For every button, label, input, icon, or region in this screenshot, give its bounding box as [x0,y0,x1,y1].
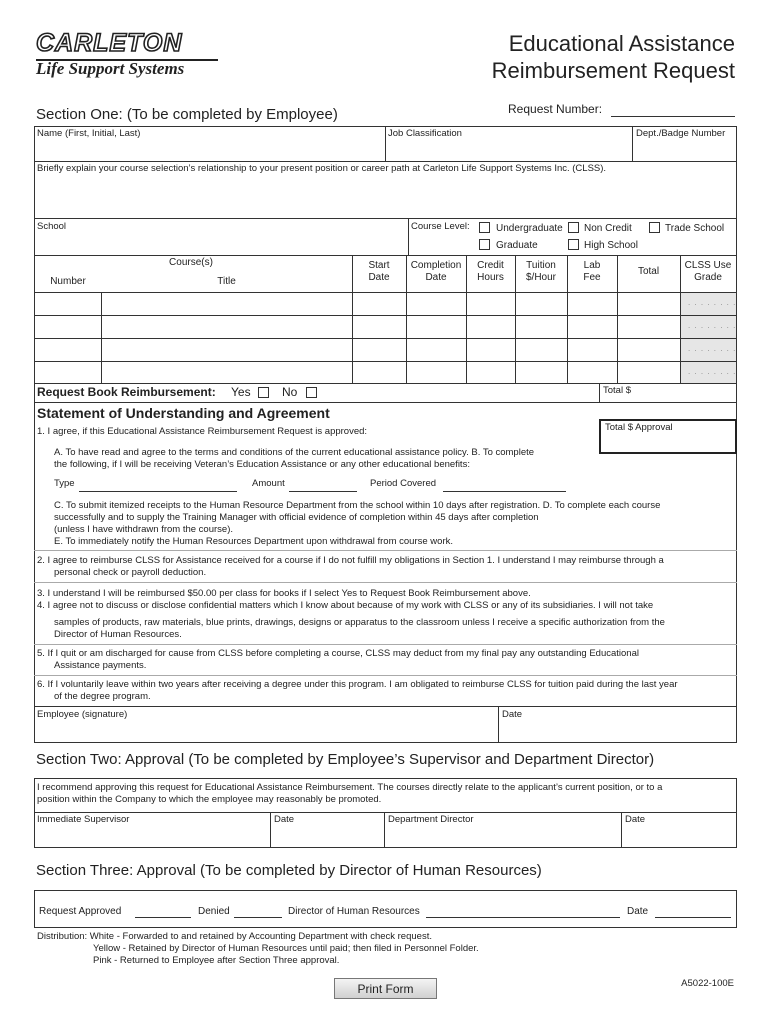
logo-name: CARLETON [36,29,183,57]
undergraduate-checkbox[interactable] [479,222,490,233]
grade-dots-3: . . . . . . . . [688,344,737,353]
completion-label: Completion [410,260,462,271]
dept-badge-field[interactable] [635,140,735,160]
start-label: Start [368,260,390,271]
title-label: Title [217,276,236,287]
company-logo [36,30,226,78]
agreement-p3: 3. I understand I will be reimbursed $50.00 per class for books if I select Yes to Request Book Reimbursement above. [37,588,531,599]
distribution-line1: Distribution: White - Forwarded to and retained by Accounting Department with check request. [37,931,432,942]
courses-label: Course(s) [169,257,213,268]
school-label: School [37,221,67,232]
type-field[interactable] [79,491,237,492]
form-title-line1: Educational Assistance [508,31,735,56]
clss-label-2: Grade [694,272,722,283]
type-label: Type [54,478,75,489]
amount-label: Amount [252,478,285,489]
credit-hours-label [466,260,515,284]
print-form-button[interactable]: Print Form [334,978,437,999]
clss-use-grade-label [680,260,736,284]
grade-dots-2: . . . . . . . . [688,321,737,330]
department-director-label: Department Director [388,814,474,825]
request-approved-label: Request Approved [39,906,122,917]
employee-date-field[interactable] [501,720,735,741]
supervisor-date-field[interactable] [272,826,382,846]
completion-label-2: Date [425,272,447,283]
trade-school-checkbox[interactable] [649,222,660,233]
book-no-checkbox[interactable] [306,387,317,398]
hr-date-label: Date [627,906,649,917]
agreement-pE: E. To immediately notify the Human Resources Department upon withdrawal from course work. [54,536,453,547]
explain-label: Briefly explain your course selection’s relationship to your present position or career path at Carleton Life Support Systems Inc. (CLSS). [37,163,607,174]
request-number-field[interactable] [611,116,735,117]
credit-label: Credit [477,260,504,271]
name-label: Name (First, Initial, Last) [37,128,141,139]
dept-badge-label: Dept./Badge Number [636,128,726,139]
agreement-pC1: C. To submit itemized receipts to the Human Resource Department from the school within 10 days after registration. D. To complete each course [54,500,661,511]
director-date-field[interactable] [623,826,735,846]
agreement-p4c: Director of Human Resources. [54,629,182,640]
employee-signature-label: Employee (signature) [37,709,128,720]
section-two-text1: I recommend approving this request for Educational Assistance Reimbursement. The courses directly relate to the applicant’s current position, or to a [37,782,663,793]
book-yes-label: Yes [231,385,251,399]
job-classification-field[interactable] [388,140,630,160]
denied-label: Denied [198,906,230,917]
grade-dots-4: . . . . . . . . [688,367,737,376]
non-credit-checkbox[interactable] [568,222,579,233]
logo-subtitle: Life Support Systems [36,59,185,78]
agreement-p4b: samples of products, raw materials, blue prints, drawings, designs or apparatus to the classroom unless I receive a specific authorization from the [54,617,665,628]
name-field[interactable] [36,140,382,160]
lab-label-2: Fee [583,272,601,283]
immediate-supervisor-label: Immediate Supervisor [37,814,130,825]
tuition-label-2: $/Hour [525,272,556,283]
denied-field[interactable] [234,917,282,918]
book-no-label: No [282,385,298,399]
total-approval-label: Total $ Approval [605,422,673,433]
distribution-line3: Pink - Returned to Employee after Section Three approval. [93,955,340,966]
grade-dots-1: . . . . . . . . [688,298,737,307]
form-title-line2: Reimbursement Request [491,58,735,83]
total-dollar-label: Total $ [603,385,631,396]
non-credit-label: Non Credit [584,223,632,234]
immediate-supervisor-field[interactable] [36,826,268,846]
employee-date-label: Date [502,709,523,720]
job-classification-label: Job Classification [388,128,462,139]
request-number-label: Request Number: [508,102,603,116]
tuition-label-1: Tuition [526,260,556,271]
lab-label: Lab [583,260,601,271]
director-date-label: Date [625,814,646,825]
request-approved-field[interactable] [135,917,191,918]
agreement-p2b: personal check or payroll deduction. [54,567,207,578]
agreement-pC2: successfully and to supply the Training Manager with official evidence of completion within 45 days after completion [54,512,539,523]
employee-signature-field[interactable] [36,720,496,741]
agreement-p4a: 4. I agree not to discuss or disclose confidential matters which I know about because of my work with CLSS or any of its subsidiaries. I will not take [37,600,654,611]
section-two-heading: Section Two: Approval (To be completed by Employee’s Supervisor and Department Director) [36,751,655,768]
total-label: Total [637,266,660,277]
hr-date-field[interactable] [655,917,731,918]
high-school-label: High School [584,240,638,251]
agreement-pC3: (unless I have withdrawn from the course). [54,524,233,535]
form-title [492,30,735,84]
high-school-checkbox[interactable] [568,239,579,250]
period-covered-field[interactable] [443,491,566,492]
trade-school-label: Trade School [665,223,725,234]
supervisor-date-label: Date [274,814,295,825]
section-one-heading: Section One: (To be completed by Employee) [36,106,338,123]
distribution-line2: Yellow - Retained by Director of Human Resources until paid; then filed in Personnel Folder. [93,943,479,954]
agreement-p6b: of the degree program. [54,691,151,702]
period-covered-label: Period Covered [370,478,437,489]
agreement-pA1: A. To have read and agree to the terms and conditions of the current educational assistance policy. B. To complete [54,447,535,458]
completion-date-label [406,260,466,284]
form-code: A5022-100E [681,978,734,989]
book-reimbursement-label: Request Book Reimbursement: [37,385,216,399]
hr-director-field[interactable] [426,917,620,918]
department-director-field[interactable] [386,826,619,846]
section-three-heading: Section Three: Approval (To be completed by Director of Human Resources) [36,862,542,879]
school-field[interactable] [36,233,406,253]
agreement-heading: Statement of Understanding and Agreement [37,405,330,421]
agreement-p5b: Assistance payments. [54,660,147,671]
agreement-pA2: the following, if I will be receiving Veteran’s Education Assistance or any other educational benefits: [54,459,470,470]
hr-director-label: Director of Human Resources [288,906,420,917]
agreement-p2a: 2. I agree to reimburse CLSS for Assistance received for a course if I do not fulfill my obligations in Section 1. I understand I may reimburse through a [37,555,664,566]
section-two-text2: position within the Company to which the employee may reasonably be promoted. [37,794,382,805]
tuition-label [515,260,567,284]
agreement-p6a: 6. If I voluntarily leave within two years after receiving a degree under this program. I am obligated to reimburse CLSS for tuition paid during the last year [37,679,678,690]
book-yes-checkbox[interactable] [258,387,269,398]
agreement-p5a: 5. If I quit or am discharged for cause from CLSS before completing a course, CLSS may deduct from my final pay any outstanding Educational [37,648,639,659]
lab-fee-label [567,260,617,284]
clss-label: CLSS Use [684,260,732,271]
graduate-checkbox[interactable] [479,239,490,250]
credit-label-2: Hours [477,272,504,283]
number-label: Number [50,276,86,287]
undergraduate-label: Undergraduate [496,223,563,234]
course-level-label: Course Level: [411,221,470,232]
start-label-2: Date [368,272,390,283]
start-date-label [352,260,406,284]
agreement-p1: 1. I agree, if this Educational Assistance Reimbursement Request is approved: [37,426,368,437]
amount-field[interactable] [289,491,357,492]
graduate-label: Graduate [496,240,538,251]
